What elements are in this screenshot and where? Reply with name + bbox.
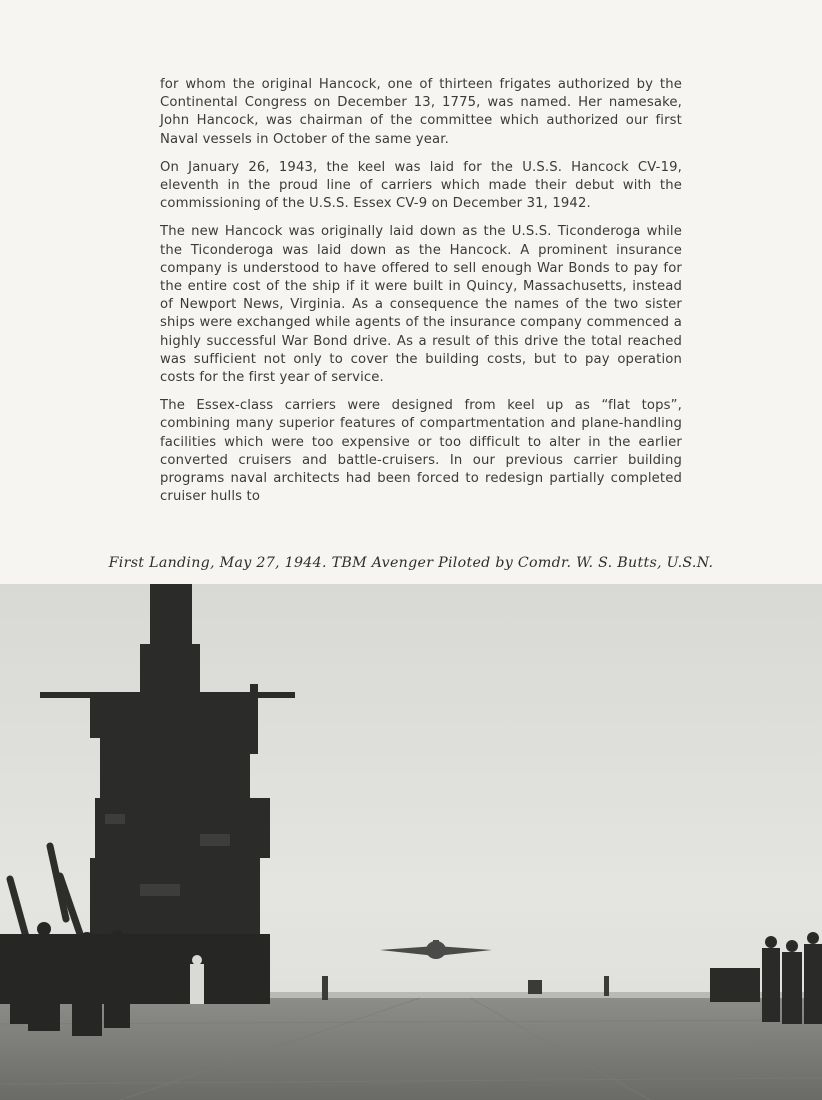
paragraph-1: for whom the original Hancock, one of thirteen frigates authorized by the Continental Congress on December 13, 1775, was named. Her namesake, John Hancock, was chairman of the committee which authorized our first Naval vessels in October of the same year. [160, 77, 682, 147]
photo-illustration [0, 584, 822, 1100]
body-text [160, 76, 682, 516]
paragraph-3: The new Hancock was originally laid down as the U.S.S. Ticonderoga while the Ticonderoga was laid down as the Hancock. A prominent insurance company is understood to have offered to sell enough War Bonds to pay for the entire cost of the ship if it were built in Quincy, Massachusetts, instead of Newport News, Virginia. As a consequence the names of the two sister ships were exchanged while agents of the insurance company commenced a highly successful War Bond drive. As a result of this drive the total reached was sufficient not only to cover the building costs, but to pay operation costs for the first year of service. [160, 224, 682, 386]
paragraph-4: The Essex-class carriers were designed from keel up as “flat tops”, combining many superior features of compartmentation and plane-handling facilities which were too expensive or too difficult to alter in the earlier converted cruisers and battle-cruisers. In our previous carrier building programs naval architects had been forced to redesign partially completed cruiser hulls to [160, 398, 682, 505]
photo-caption: First Landing, May 27, 1944. TBM Avenger Piloted by Comdr. W. S. Butts, U.S.N. [108, 555, 714, 571]
paragraph-2: On January 26, 1943, the keel was laid for the U.S.S. Hancock CV-19, eleventh in the proud line of carriers which made their debut with the commissioning of the U.S.S. Essex CV-9 on December 31, 1942. [160, 159, 682, 212]
carrier-deck-photo [0, 584, 822, 1100]
